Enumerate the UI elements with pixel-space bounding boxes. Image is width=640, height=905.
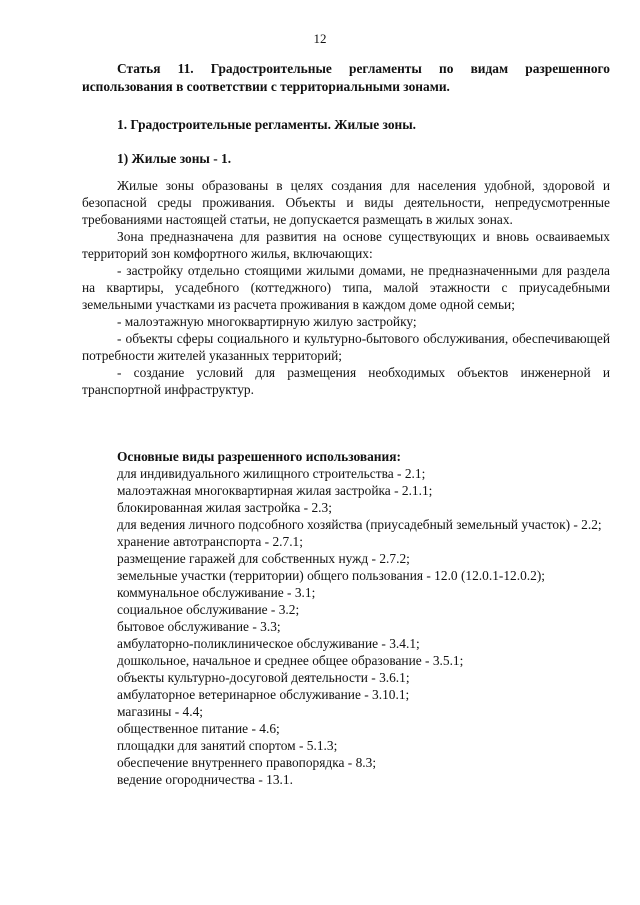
list-item: для ведения личного подсобного хозяйства (приусадебный земельный участок) - 2.2;	[117, 517, 602, 532]
subsection-heading: 1) Жилые зоны - 1.	[117, 151, 232, 166]
uses-list	[82, 465, 610, 788]
list-item: земельные участки (территории) общего пользования - 12.0 (12.0.1-12.0.2);	[117, 568, 546, 583]
list-item: социальное обслуживание - 3.2;	[117, 602, 300, 617]
paragraph: - застройку отдельно стоящими жилыми домами, не предназначенными для раздела на квартиры, усадебного (коттеджного) типа, малой этажности с приусадебными земельными участками из расчета проживания в каждом доме одной семьи;	[82, 263, 610, 312]
list-item: обеспечение внутреннего правопорядка - 8.3;	[117, 755, 377, 770]
list-item: размещение гаражей для собственных нужд - 2.7.2;	[117, 551, 410, 566]
article-heading: Статья 11. Градостроительные регламенты по видам разрешенного использования в соответствии с территориальными зонами.	[82, 61, 610, 94]
list-item: общественное питание - 4.6;	[117, 721, 280, 736]
list-item: малоэтажная многоквартирная жилая застройка - 2.1.1;	[117, 483, 433, 498]
list-item: дошкольное, начальное и среднее общее образование - 3.5.1;	[117, 653, 464, 668]
section-heading: 1. Градостроительные регламенты. Жилые зоны.	[117, 117, 417, 132]
list-item: амбулаторно-поликлиническое обслуживание - 3.4.1;	[117, 636, 420, 651]
list-item: бытовое обслуживание - 3.3;	[117, 619, 281, 634]
paragraph: Зона предназначена для развития на основе существующих и вновь осваиваемых территорий зон комфортного жилья, включающих:	[82, 229, 610, 261]
list-item: коммунальное обслуживание - 3.1;	[117, 585, 316, 600]
paragraph: Жилые зоны образованы в целях создания для населения удобной, здоровой и безопасной среды проживания. Объекты и виды деятельности, непредусмотренные требованиями настоящей статьи, не допускается размещать в жилых зонах.	[82, 178, 610, 227]
list-item: хранение автотранспорта - 2.7.1;	[117, 534, 303, 549]
paragraph: - создание условий для размещения необходимых объектов инженерной и транспортной инфраструктур.	[82, 365, 610, 397]
paragraph: - малоэтажную многоквартирную жилую застройку;	[117, 314, 417, 329]
list-item: для индивидуального жилищного строительства - 2.1;	[117, 466, 426, 481]
list-item: ведение огородничества - 13.1.	[117, 772, 293, 787]
list-item: амбулаторное ветеринарное обслуживание - 3.10.1;	[117, 687, 410, 702]
paragraph: - объекты сферы социального и культурно-бытового обслуживания, обеспечивающей потребности жителей указанных территорий;	[82, 331, 610, 363]
uses-heading: Основные виды разрешенного использования:	[117, 449, 401, 464]
list-item: объекты культурно-досуговой деятельности - 3.6.1;	[117, 670, 410, 685]
page-number: 12	[313, 31, 327, 46]
list-item: площадки для занятий спортом - 5.1.3;	[117, 738, 338, 753]
body-text	[82, 177, 610, 398]
list-item: магазины - 4.4;	[117, 704, 203, 719]
list-item: блокированная жилая застройка - 2.3;	[117, 500, 332, 515]
